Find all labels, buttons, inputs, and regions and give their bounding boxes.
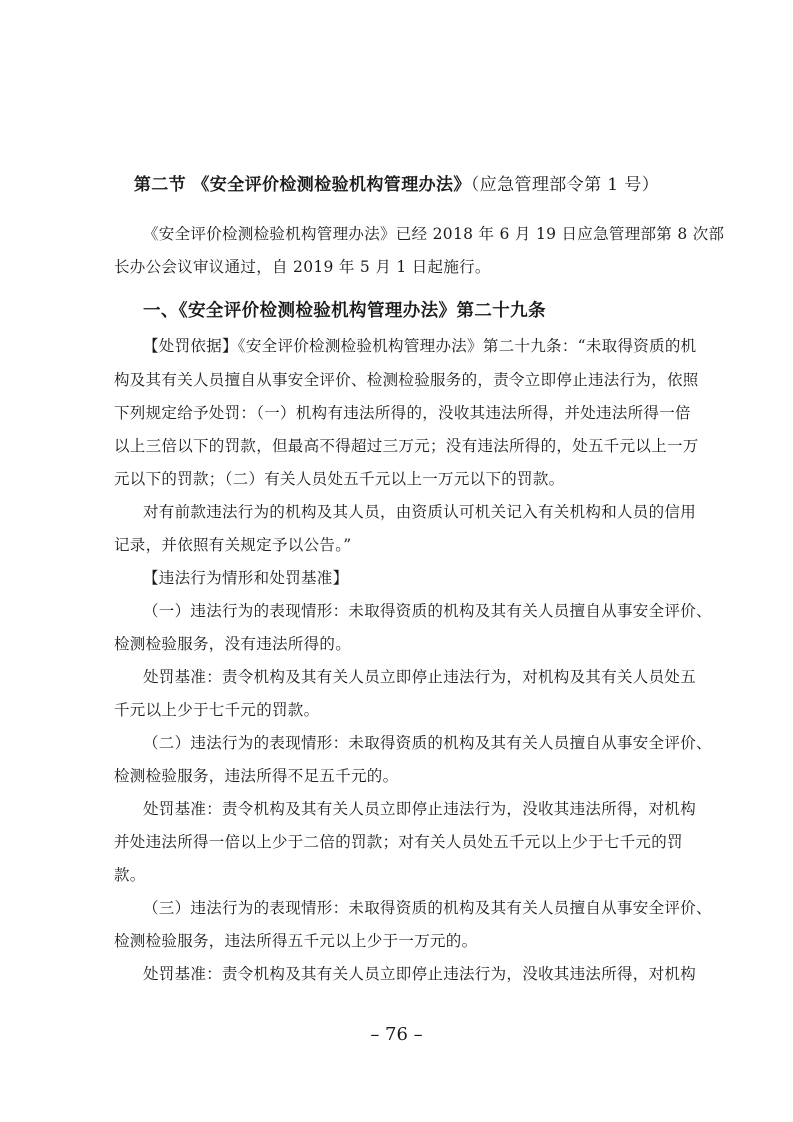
paragraph-line: 款。 (114, 866, 146, 884)
paragraph-line: 下列规定给予处罚：（一）机构有违法所得的，没收其违法所得，并处违法所得一倍 (114, 404, 691, 422)
paragraph-line: 【处罚依据】《安全评价检测检验机构管理办法》第二十九条：“未取得资质的机 (143, 337, 697, 355)
paragraph-line: 检测检验服务，没有违法所得的。 (114, 635, 352, 653)
section-title-main: 第二节 《安全评价检测检验机构管理办法》 (133, 175, 471, 195)
intro-line: 《安全评价检测检验机构管理办法》已经 2018 年 6 月 19 日应急管理部第 8 次部 (143, 225, 725, 243)
intro-line: 长办公会议审议通过，自 2019 年 5 月 1 日起施行。 (114, 258, 491, 276)
section-title (114, 174, 679, 196)
paragraph-line: （二）违法行为的表现情形：未取得资质的机构及其有关人员擅自从事安全评价、 (143, 734, 712, 752)
paragraph-line: 检测检验服务，违法所得不足五千元的。 (114, 767, 399, 785)
section-title-decree: （应急管理部令第 1 号） (470, 175, 660, 195)
paragraph-line: 检测检验服务，违法所得五千元以上少于一万元的。 (114, 932, 478, 950)
paragraph-line: 元以下的罚款；（二）有关人员处五千元以上一万元以下的罚款。 (114, 470, 565, 488)
paragraph-line: 对有前款违法行为的机构及其人员，由资质认可机关记入有关机构和人员的信用 (143, 503, 697, 521)
paragraph-line: 处罚基准：责令机构及其有关人员立即停止违法行为，没收其违法所得，对机构 (143, 800, 697, 818)
paragraph-line: （三）违法行为的表现情形：未取得资质的机构及其有关人员擅自从事安全评价、 (143, 899, 712, 917)
paragraph-line: 处罚基准：责令机构及其有关人员立即停止违法行为，没收其违法所得，对机构 (143, 965, 697, 983)
paragraph-line: 处罚基准：责令机构及其有关人员立即停止违法行为，对机构及其有关人员处五 (143, 668, 697, 686)
paragraph-line: 并处违法所得一倍以上少于二倍的罚款；对有关人员处五千元以上少于七千元的罚 (114, 833, 683, 851)
paragraph-line: 记录，并依照有关规定予以公告。” (114, 536, 352, 554)
subheading: 【违法行为情形和处罚基准】 (143, 569, 349, 587)
paragraph-line: 构及其有关人员擅自从事安全评价、检测检验服务的，责令立即停止违法行为，依照 (114, 371, 699, 389)
page-number: – 76 – (370, 1024, 423, 1045)
article-title: 一、《安全评价检测检验机构管理办法》第二十九条 (143, 301, 546, 321)
paragraph-line: 以上三倍以下的罚款，但最高不得超过三万元；没有违法所得的，处五千元以上一万 (114, 437, 699, 455)
paragraph-line: 千元以上少于七千元的罚款。 (114, 701, 320, 719)
paragraph-line: （一）违法行为的表现情形：未取得资质的机构及其有关人员擅自从事安全评价、 (143, 602, 712, 620)
